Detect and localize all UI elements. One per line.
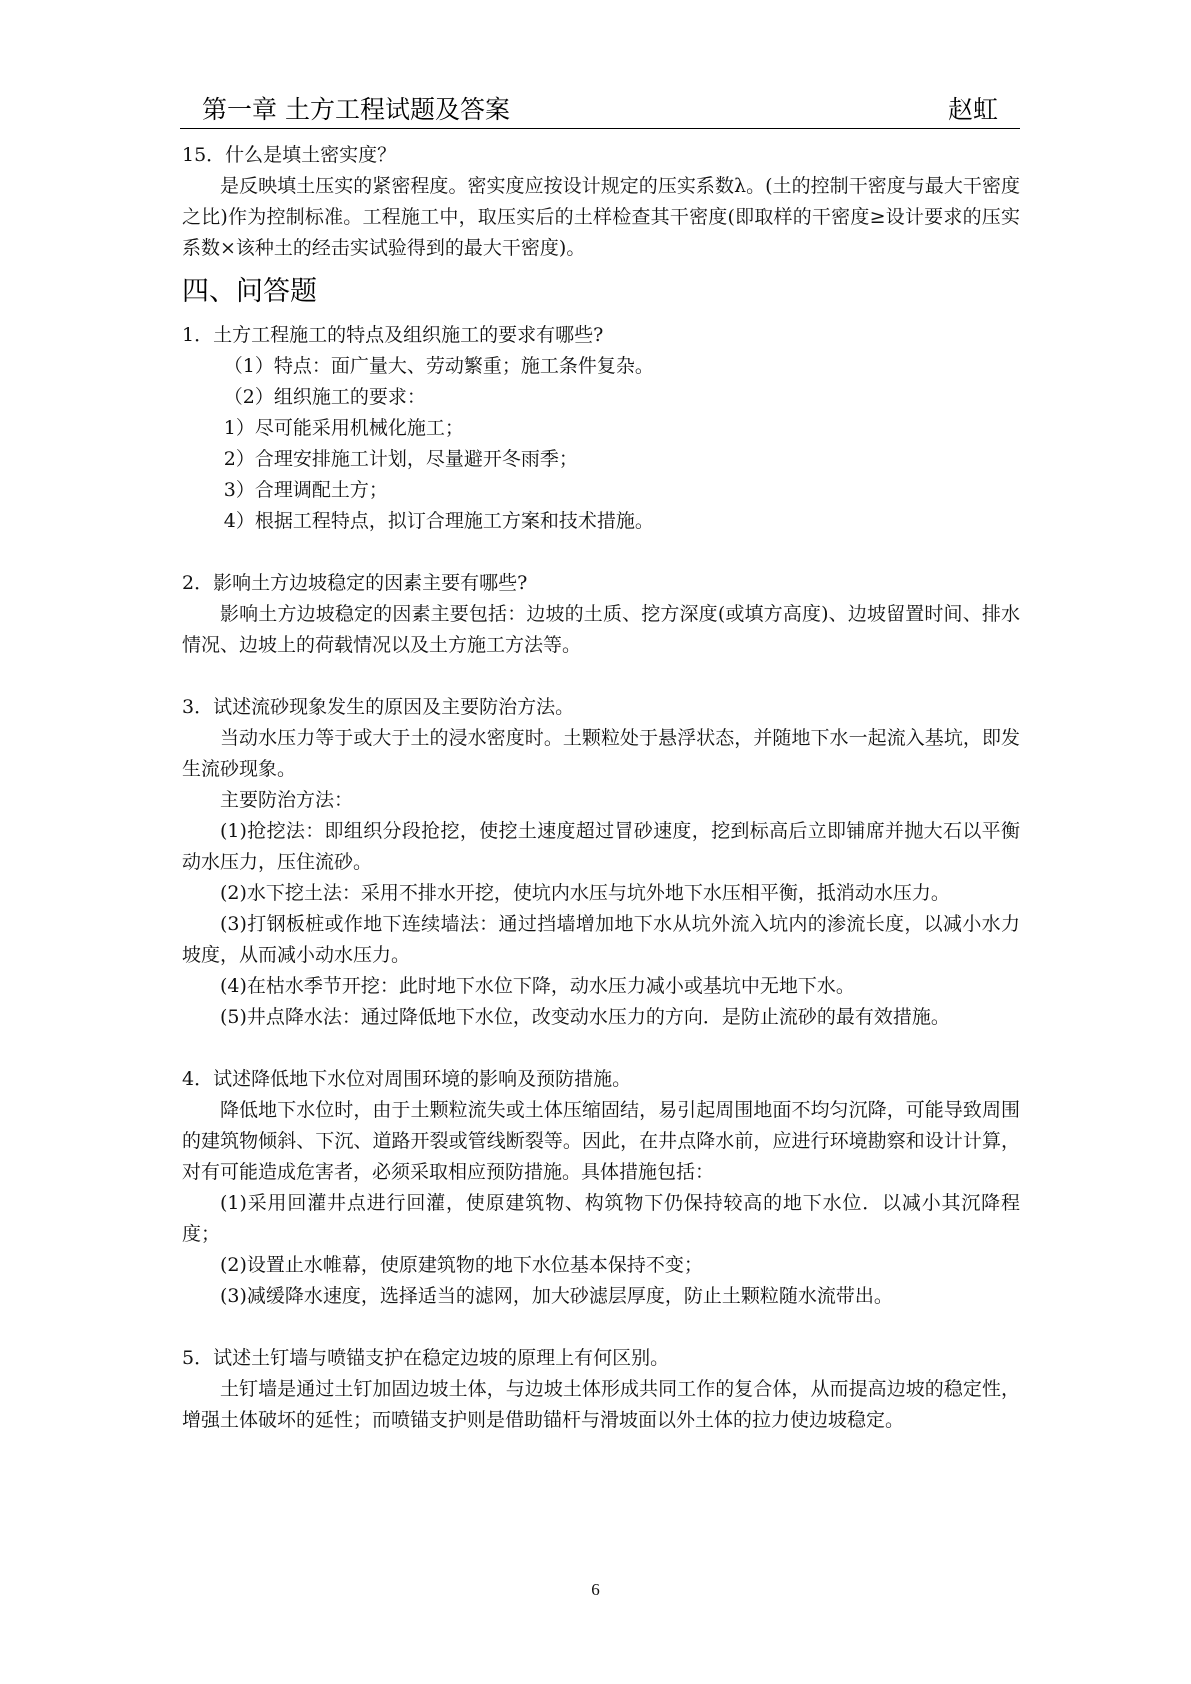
spacer [182, 1033, 1020, 1064]
answer-1-sub-3: 3）合理调配土方； [223, 479, 388, 501]
question-1: 1．土方工程施工的特点及组织施工的要求有哪些? [182, 324, 604, 346]
answer-1-sub-4: 4）根据工程特点，拟订合理施工方案和技术措施。 [223, 510, 654, 532]
question-15: 15．什么是填土密实度？ [182, 144, 397, 166]
answer-3-method-5: (5)井点降水法：通过降低地下水位，改变动水压力的方向．是防止流砂的最有效措施。 [220, 1006, 950, 1028]
author-name: 赵虹 [947, 95, 998, 124]
answer-3-method-1: (1)抢挖法：即组织分段抢挖，使挖土速度超过冒砂速度，挖到标高后立即铺席并抛大石以平衡动水压力，压住流砂。 [182, 820, 1020, 873]
answer-3-method-2: (2)水下挖土法：采用不排水开挖，使坑内水压与坑外地下水压相平衡，抵消动水压力。 [220, 882, 950, 904]
spacer [182, 661, 1020, 692]
answer-1-sub-1: 1）尽可能采用机械化施工； [223, 417, 464, 439]
answer-4-measure-3: (3)减缓降水速度，选择适当的滤网，加大砂滤层厚度，防止土颗粒随水流带出。 [220, 1285, 893, 1307]
answer-3-method-3: (3)打钢板桩或作地下连续墙法：通过挡墙增加地下水从坑外流入坑内的渗流长度，以减小水力坡度，从而减小动水压力。 [182, 913, 1020, 966]
question-3: 3．试述流砂现象发生的原因及主要防治方法。 [182, 696, 575, 718]
answer-4: 降低地下水位时，由于土颗粒流失或土体压缩固结，易引起周围地面不均匀沉降，可能导致周围的建筑物倾斜、下沉、道路开裂或管线断裂等。因此，在井点降水前，应进行环境勘察和设计计算，对有可能造成危害者，必须采取相应预防措施。具体措施包括： [182, 1099, 1020, 1183]
answer-5: 土钉墙是通过土钉加固边坡土体，与边坡土体形成共同工作的复合体，从而提高边坡的稳定性，增强土体破坏的延性；而喷锚支护则是借助锚杆与滑坡面以外土体的拉力使边坡稳定。 [182, 1378, 1020, 1431]
answer-3-methods-label: 主要防治方法： [220, 789, 354, 811]
question-5: 5．试述土钉墙与喷锚支护在稳定边坡的原理上有何区别。 [182, 1347, 670, 1369]
answer-3-method-4: (4)在枯水季节开挖：此时地下水位下降，动水压力减小或基坑中无地下水。 [220, 975, 855, 997]
answer-2: 影响土方边坡稳定的因素主要包括：边坡的土质、挖方深度(或填方高度)、边坡留置时间、排水情况、边坡上的荷载情况以及土方施工方法等。 [182, 603, 1020, 656]
spacer [182, 537, 1020, 568]
answer-1-point-1: （1）特点：面广量大、劳动繁重；施工条件复杂。 [223, 355, 654, 377]
question-4: 4．试述降低地下水位对周围环境的影响及预防措施。 [182, 1068, 632, 1090]
question-2: 2．影响土方边坡稳定的因素主要有哪些? [182, 572, 528, 594]
section-heading: 四、问答题 [182, 276, 317, 307]
document-body [182, 140, 1020, 1436]
answer-1-sub-2: 2）合理安排施工计划，尽量避开冬雨季； [223, 448, 578, 470]
answer-4-measure-2: (2)设置止水帷幕，使原建筑物的地下水位基本保持不变； [220, 1254, 703, 1276]
page-number: 6 [591, 1580, 600, 1599]
page-header [180, 86, 1020, 129]
answer-15: 是反映填土压实的紧密程度。密实度应按设计规定的压实系数λ。(土的控制干密度与最大干密度之比)作为控制标准。工程施工中，取压实后的土样检查其干密度(即取样的干密度≥设计要求的压实系数×该种土的经击实试验得到的最大干密度)。 [182, 175, 1020, 259]
answer-1-point-2: （2）组织施工的要求： [223, 386, 426, 408]
answer-4-measure-1: (1)采用回灌井点进行回灌，使原建筑物、构筑物下仍保持较高的地下水位．以减小其沉降程度； [182, 1192, 1020, 1245]
chapter-title: 第一章 土方工程试题及答案 [202, 95, 510, 124]
answer-3-cause: 当动水压力等于或大于土的浸水密度时。土颗粒处于悬浮状态，并随地下水一起流入基坑，即发生流砂现象。 [182, 727, 1020, 780]
spacer [182, 1312, 1020, 1343]
